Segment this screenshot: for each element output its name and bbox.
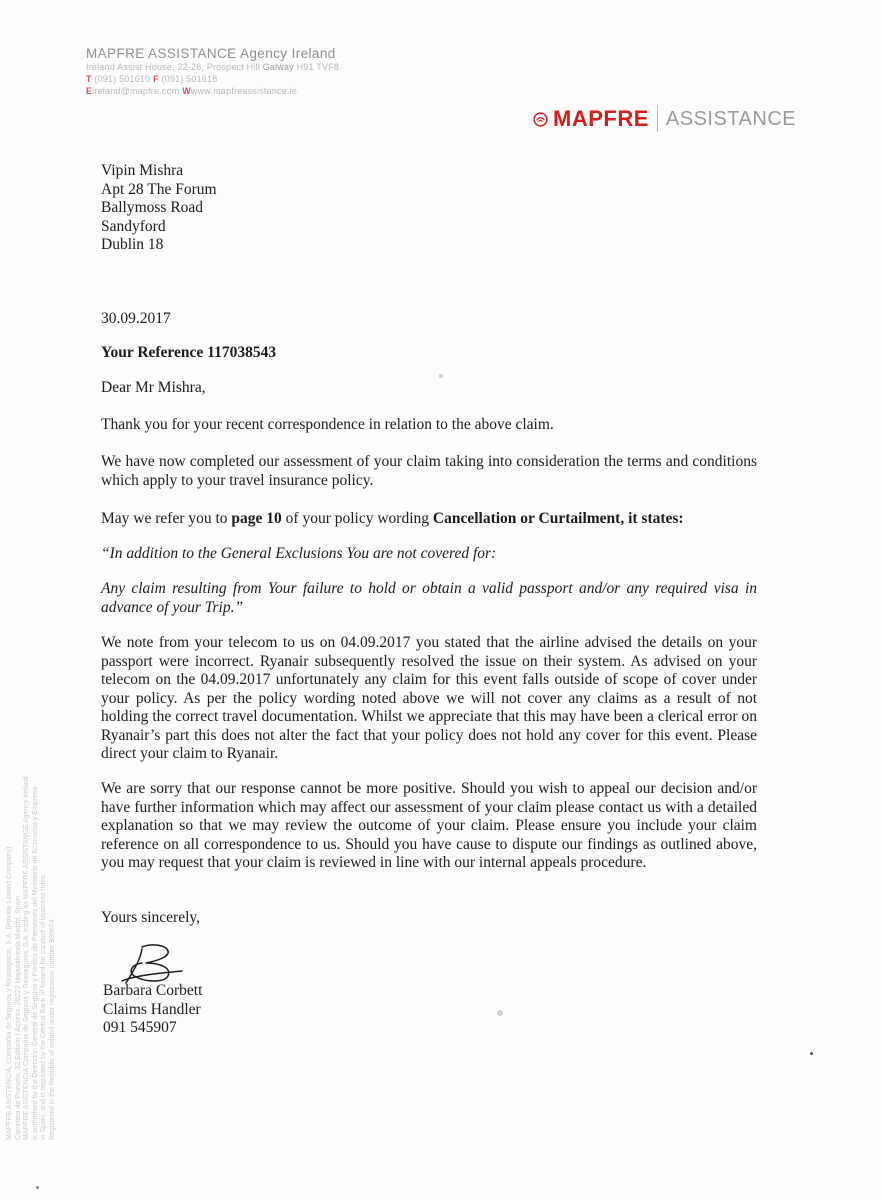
signatory-phone: 091 545907 — [103, 1019, 177, 1036]
recipient-address — [101, 162, 217, 255]
fax-label: F — [153, 74, 159, 84]
mapfre-logo — [533, 104, 796, 134]
agency-city: Galway — [262, 62, 294, 72]
signatory-name: Barbara Corbett — [103, 982, 203, 999]
scan-speck — [36, 1186, 39, 1189]
handwritten-signature — [120, 941, 184, 987]
agency-email-web — [86, 85, 339, 97]
agency-name: MAPFRE ASSISTANCE Agency Ireland — [86, 46, 336, 61]
recipient-line-1: Apt 28 The Forum — [101, 180, 217, 198]
agency-website: www.mapfreassistance.ie — [190, 86, 298, 96]
paragraph-thanks: Thank you for your recent correspondence in relation to the above claim. — [101, 416, 554, 433]
legal-line-5: in Spain, and is regulated by the Central Bank of Ireland for conduct of business rules. — [40, 873, 47, 1140]
salutation: Dear Mr Mishra, — [101, 379, 206, 396]
paragraph-appeal: We are sorry that our response cannot be more positive. Should you wish to appeal our decision and/or have further information which may affect our assessment of your claim please contact us with a detailed explanation so that we may review the outcome of your claim. Please ensure you include your claim reference on all correspondence to us. Should you have cause to dispute our findings as outlined above, you may request that your claim is reviewed in line with our internal appeals procedure. — [101, 780, 757, 871]
legal-line-1: MAPFRE ASISTENCIA, Compañía de Seguros y Reaseguros, S.A. (Private Limited Company) — [6, 846, 13, 1140]
legal-line-4: is authorised by the Dirección General de Seguros y Fondos de Pensiones del Ministerio de Economía y Empresa — [31, 786, 39, 1140]
agency-street: Ireland Assist House, 22-26, Prospect Hill — [86, 62, 260, 72]
scan-speck — [810, 1052, 813, 1055]
legal-line-6: Registered in the Republic of Ireland under registration number 906874. — [48, 917, 56, 1140]
tel-label: T — [86, 74, 92, 84]
letterhead-contact-block — [86, 46, 339, 97]
agency-phone: (091) 501610 — [94, 74, 151, 84]
legal-line-3: MAPFRE ASISTENCIA Compañía de Seguros y Reaseguros, S.A. trading as MAPFRE ASSISTANCE Agency Ireland — [23, 776, 30, 1140]
recipient-name: Vipin Mishra — [101, 162, 184, 179]
web-label: W — [182, 86, 191, 96]
scan-speck — [439, 374, 443, 378]
logo-product: ASSISTANCE — [665, 107, 797, 130]
paragraph-decision: We note from your telecom to us on 04.09.2017 you stated that the airline advised the details on your passport were incorrect. Ryanair subsequently resolved the issue on their system. As advised on your telecom on the 04.09.2017 unfortunately any claim for this event falls outside of scope of cover under your policy. As per the policy wording noted above we will not cover any claims as a result of not holding the correct travel documentation. Whilst we appreciate that this may have been a clerical error on Ryanair’s part this does not alter the fact that your policy does not hold any cover for this event. Please direct your claim to Ryanair. — [101, 634, 757, 762]
logo-divider — [657, 106, 658, 132]
paragraph-assessment: We have now completed our assessment of your claim taking into consideration the terms and conditions which apply to your travel insurance policy. — [101, 453, 757, 489]
letter-date: 30.09.2017 — [101, 310, 171, 327]
agency-phone-fax — [86, 73, 339, 85]
logo-brand: MAPFRE — [553, 106, 649, 131]
legal-footer-vertical — [6, 776, 57, 1140]
signatory-block — [103, 982, 202, 1038]
claim-reference: Your Reference 117038543 — [101, 344, 277, 361]
paragraph-policy-reference — [101, 510, 757, 529]
policy-section: Cancellation or Curtailment, it states: — [432, 510, 684, 527]
policy-quote-exclusion: Any claim resulting from Your failure to hold or obtain a valid passport and/or any required visa in advance of your Trip.” — [101, 580, 757, 616]
scan-speck — [497, 1010, 503, 1016]
policy-page: page 10 — [231, 510, 282, 527]
agency-postcode: H91 TVF8 — [296, 62, 340, 72]
policy-reference-mid: of your policy wording — [281, 510, 433, 527]
recipient-line-3: Sandyford — [101, 217, 166, 235]
agency-fax: (091) 501618 — [161, 74, 218, 84]
closing: Yours sincerely, — [101, 909, 201, 926]
agency-email: ireland@mapfre.com — [92, 86, 180, 96]
policy-reference-intro: May we refer you to — [101, 510, 232, 527]
agency-address — [86, 61, 339, 73]
recipient-line-2: Ballymoss Road — [101, 199, 204, 216]
mapfre-emblem-icon — [533, 112, 548, 127]
recipient-line-4: Dublin 18 — [101, 236, 164, 253]
legal-line-2: Carretera de Pozuelo, 32 Edificio I Acceso, 28222 Majadahonda Madrid, Spain — [14, 896, 22, 1140]
signatory-title: Claims Handler — [103, 1000, 201, 1018]
policy-quote-heading: “In addition to the General Exclusions You are not covered for: — [101, 545, 497, 562]
email-label: E — [86, 86, 93, 96]
